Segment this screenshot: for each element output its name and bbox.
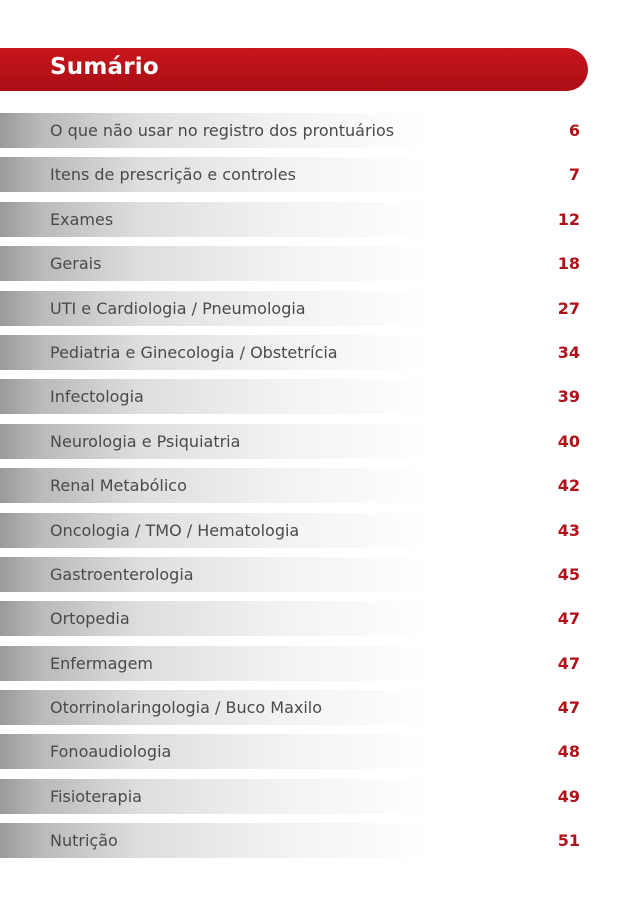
toc-entry[interactable] (0, 468, 600, 503)
toc-entry-page-number: 39 (557, 387, 580, 407)
toc-entry[interactable] (0, 157, 600, 192)
toc-entry[interactable] (0, 424, 600, 459)
toc-entry[interactable] (0, 734, 600, 769)
toc-entry-page-number: 7 (568, 165, 580, 185)
page-title: Sumário (50, 54, 159, 80)
toc-entry-label: Otorrinolaringologia / Buco Maxilo (50, 698, 323, 718)
toc-entry-page-number: 43 (557, 520, 580, 540)
toc-entry-page-number: 47 (557, 698, 580, 718)
toc-entry-label: Fonoaudiologia (50, 742, 172, 762)
toc-entry-page-number: 27 (557, 298, 580, 318)
toc-entry[interactable] (0, 113, 600, 148)
toc-entry-label: Fisioterapia (50, 786, 142, 806)
toc-entry[interactable] (0, 601, 600, 636)
toc-entry-page-number: 42 (557, 476, 580, 496)
toc-entry[interactable] (0, 779, 600, 814)
toc-entry[interactable] (0, 646, 600, 681)
toc-entry[interactable] (0, 202, 600, 237)
toc-entry[interactable] (0, 246, 600, 281)
toc-entry-page-number: 49 (557, 786, 580, 806)
toc-entry-label: O que não usar no registro dos prontuários (50, 121, 395, 140)
toc-entry-label: Ortopedia (50, 609, 130, 629)
toc-entry-page-number: 48 (557, 742, 580, 762)
toc-entry-page-number: 12 (557, 209, 580, 229)
summary-header (0, 48, 588, 91)
toc-entry-label: Oncologia / TMO / Hematologia (50, 520, 300, 540)
toc-entry-label: Itens de prescrição e controles (50, 165, 296, 185)
toc-entry-page-number: 51 (557, 831, 580, 851)
toc-entry-label: Gerais (50, 254, 102, 274)
toc-entry[interactable] (0, 513, 600, 548)
toc-entry-label: Exames (50, 209, 114, 229)
toc-entry-page-number: 47 (557, 653, 580, 673)
toc-entry[interactable] (0, 690, 600, 725)
toc-entry-label: Gastroenterologia (50, 564, 194, 584)
toc-entry-label: Renal Metabólico (50, 476, 187, 496)
toc-entry-label: Neurologia e Psiquiatria (50, 431, 241, 451)
toc-entry-page-number: 45 (557, 564, 580, 584)
table-of-contents (0, 113, 600, 868)
toc-entry-page-number: 40 (557, 431, 580, 451)
toc-entry[interactable] (0, 379, 600, 414)
toc-entry-label: Enfermagem (50, 653, 153, 673)
toc-entry-page-number: 6 (568, 121, 580, 140)
toc-entry-label: Nutrição (50, 831, 118, 851)
toc-entry-page-number: 18 (557, 254, 580, 274)
toc-entry-page-number: 47 (557, 609, 580, 629)
toc-entry-label: Infectologia (50, 387, 144, 407)
toc-entry-label: Pediatria e Ginecologia / Obstetrícia (50, 342, 338, 362)
toc-entry[interactable] (0, 335, 600, 370)
toc-entry[interactable] (0, 291, 600, 326)
toc-entry[interactable] (0, 557, 600, 592)
toc-entry[interactable] (0, 823, 600, 858)
toc-entry-page-number: 34 (557, 342, 580, 362)
toc-entry-label: UTI e Cardiologia / Pneumologia (50, 298, 306, 318)
